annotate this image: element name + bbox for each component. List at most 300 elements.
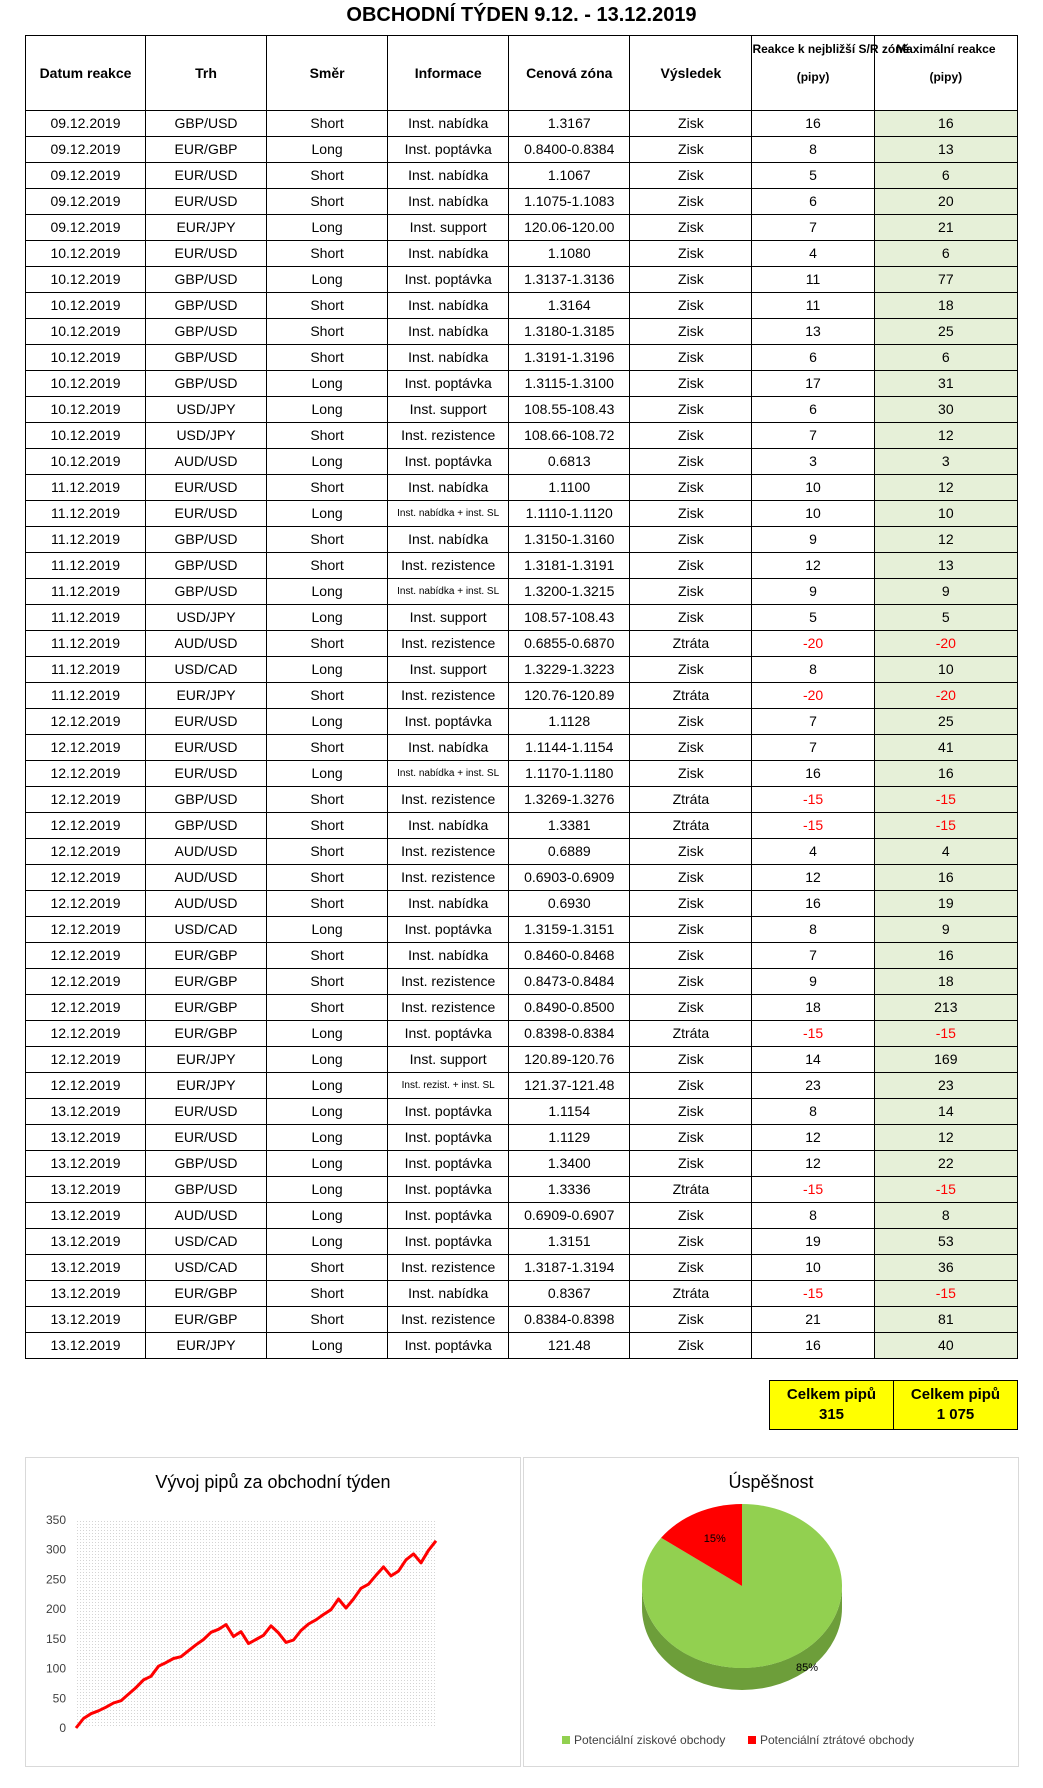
max-reaction-cell: 81 (874, 1307, 1017, 1333)
zone-cell: 0.6855-0.6870 (509, 631, 630, 657)
date-cell: 12.12.2019 (26, 917, 146, 943)
info-cell: Inst. nabídka (388, 943, 509, 969)
result-cell: Ztráta (630, 1021, 752, 1047)
table-row (26, 1073, 1018, 1099)
zone-cell: 108.66-108.72 (509, 423, 630, 449)
direction-cell: Short (267, 345, 388, 371)
summary-value: 1 075 (936, 1406, 975, 1423)
direction-cell: Short (267, 475, 388, 501)
direction-cell: Short (267, 813, 388, 839)
max-reaction-cell: -15 (874, 1177, 1017, 1203)
result-cell: Zisk (630, 501, 752, 527)
line-chart-panel (25, 1457, 521, 1767)
reaction-cell: -15 (752, 1021, 874, 1047)
pair-cell: GBP/USD (145, 111, 266, 137)
table-row (26, 1125, 1018, 1151)
info-cell: Inst. support (388, 605, 509, 631)
max-reaction-cell: -15 (874, 1281, 1017, 1307)
reaction-cell: 3 (752, 449, 874, 475)
result-cell: Zisk (630, 1073, 752, 1099)
date-cell: 10.12.2019 (26, 267, 146, 293)
direction-cell: Short (267, 891, 388, 917)
pair-cell: EUR/JPY (145, 1047, 266, 1073)
result-cell: Zisk (630, 865, 752, 891)
reaction-cell: 16 (752, 1333, 874, 1359)
info-cell: Inst. poptávka (388, 1099, 509, 1125)
table-row (26, 371, 1018, 397)
date-cell: 13.12.2019 (26, 1203, 146, 1229)
max-reaction-cell: 77 (874, 267, 1017, 293)
pair-cell: AUD/USD (145, 1203, 266, 1229)
pair-cell: EUR/GBP (145, 1281, 266, 1307)
date-cell: 12.12.2019 (26, 839, 146, 865)
pair-cell: EUR/JPY (145, 215, 266, 241)
result-cell: Ztráta (630, 1281, 752, 1307)
direction-cell: Long (267, 449, 388, 475)
zone-cell: 1.3200-1.3215 (509, 579, 630, 605)
header-smer: Směr (267, 36, 388, 111)
max-reaction-cell: 25 (874, 319, 1017, 345)
pair-cell: USD/JPY (145, 397, 266, 423)
table-row (26, 683, 1018, 709)
max-reaction-cell: 40 (874, 1333, 1017, 1359)
date-cell: 12.12.2019 (26, 761, 146, 787)
result-cell: Zisk (630, 553, 752, 579)
zone-cell: 0.8460-0.8468 (509, 943, 630, 969)
table-row (26, 1281, 1018, 1307)
date-cell: 13.12.2019 (26, 1307, 146, 1333)
max-reaction-cell: 21 (874, 215, 1017, 241)
reaction-cell: 11 (752, 293, 874, 319)
direction-cell: Short (267, 111, 388, 137)
result-cell: Zisk (630, 995, 752, 1021)
reaction-cell: 14 (752, 1047, 874, 1073)
info-cell: Inst. rezistence (388, 865, 509, 891)
reaction-cell: 16 (752, 761, 874, 787)
direction-cell: Long (267, 501, 388, 527)
zone-cell: 1.3167 (509, 111, 630, 137)
date-cell: 13.12.2019 (26, 1281, 146, 1307)
table-row (26, 1151, 1018, 1177)
info-cell: Inst. poptávka (388, 1177, 509, 1203)
zone-cell: 0.6909-0.6907 (509, 1203, 630, 1229)
info-cell: Inst. poptávka (388, 1021, 509, 1047)
table-row (26, 553, 1018, 579)
zone-cell: 1.3269-1.3276 (509, 787, 630, 813)
reaction-cell: 23 (752, 1073, 874, 1099)
max-reaction-cell: 6 (874, 241, 1017, 267)
date-cell: 13.12.2019 (26, 1177, 146, 1203)
pie-chart-title: Úspěšnost (728, 1472, 814, 1492)
reaction-cell: -20 (752, 683, 874, 709)
zone-cell: 0.6889 (509, 839, 630, 865)
date-cell: 12.12.2019 (26, 865, 146, 891)
max-reaction-cell: 53 (874, 1229, 1017, 1255)
max-reaction-cell: 14 (874, 1099, 1017, 1125)
date-cell: 13.12.2019 (26, 1125, 146, 1151)
zone-cell: 1.3180-1.3185 (509, 319, 630, 345)
pair-cell: GBP/USD (145, 813, 266, 839)
reaction-cell: 8 (752, 917, 874, 943)
pair-cell: EUR/GBP (145, 995, 266, 1021)
result-cell: Zisk (630, 423, 752, 449)
table-row (26, 137, 1018, 163)
pair-cell: EUR/USD (145, 501, 266, 527)
y-tick-label: 150 (45, 1631, 66, 1646)
pair-cell: USD/JPY (145, 423, 266, 449)
table-row (26, 579, 1018, 605)
result-cell: Zisk (630, 1151, 752, 1177)
zone-cell: 0.6930 (509, 891, 630, 917)
info-cell: Inst. nabídka (388, 735, 509, 761)
table-row (26, 163, 1018, 189)
header-vysledek: Výsledek (630, 36, 752, 111)
date-cell: 13.12.2019 (26, 1333, 146, 1359)
reaction-cell: 5 (752, 163, 874, 189)
table-row (26, 787, 1018, 813)
pie-data-label: 85% (795, 1662, 819, 1675)
pair-cell: USD/CAD (145, 657, 266, 683)
header-max-reakce-unit: (pipy) (929, 70, 963, 84)
pair-cell: EUR/GBP (145, 943, 266, 969)
info-cell: Inst. nabídka (388, 475, 509, 501)
max-reaction-cell: -20 (874, 683, 1017, 709)
info-cell: Inst. rezistence (388, 969, 509, 995)
pair-cell: USD/CAD (145, 1255, 266, 1281)
zone-cell: 1.1129 (509, 1125, 630, 1151)
header-cenova-zona: Cenová zóna (509, 36, 630, 111)
direction-cell: Long (267, 1229, 388, 1255)
info-cell: Inst. nabídka (388, 189, 509, 215)
info-cell: Inst. rezistence (388, 683, 509, 709)
pair-cell: EUR/GBP (145, 1307, 266, 1333)
direction-cell: Short (267, 735, 388, 761)
reaction-cell: 7 (752, 709, 874, 735)
table-row (26, 761, 1018, 787)
date-cell: 12.12.2019 (26, 969, 146, 995)
summary-cell-reakce (770, 1381, 894, 1430)
pair-cell: EUR/USD (145, 475, 266, 501)
result-cell: Zisk (630, 1255, 752, 1281)
date-cell: 12.12.2019 (26, 813, 146, 839)
table-row (26, 449, 1018, 475)
result-cell: Zisk (630, 189, 752, 215)
info-cell: Inst. nabídka (388, 527, 509, 553)
info-cell: Inst. poptávka (388, 1229, 509, 1255)
reaction-cell: -15 (752, 1281, 874, 1307)
reaction-cell: -15 (752, 813, 874, 839)
reaction-cell: 18 (752, 995, 874, 1021)
pair-cell: EUR/GBP (145, 1021, 266, 1047)
result-cell: Zisk (630, 267, 752, 293)
pair-cell: AUD/USD (145, 865, 266, 891)
pie-chart (524, 1458, 1018, 1766)
max-reaction-cell: 23 (874, 1073, 1017, 1099)
max-reaction-cell: 16 (874, 865, 1017, 891)
reaction-cell: 19 (752, 1229, 874, 1255)
result-cell: Zisk (630, 111, 752, 137)
result-cell: Zisk (630, 293, 752, 319)
zone-cell: 120.06-120.00 (509, 215, 630, 241)
direction-cell: Long (267, 605, 388, 631)
reaction-cell: 7 (752, 215, 874, 241)
info-cell: Inst. nabídka + inst. SL (388, 579, 509, 605)
reaction-cell: -20 (752, 631, 874, 657)
reaction-cell: 6 (752, 189, 874, 215)
date-cell: 10.12.2019 (26, 449, 146, 475)
result-cell: Zisk (630, 1125, 752, 1151)
y-tick-label: 200 (45, 1602, 66, 1617)
table-row (26, 241, 1018, 267)
trades-table (25, 35, 1018, 1359)
header-reakce-label: Reakce k nejbližší S/R zóně (752, 42, 910, 56)
result-cell: Zisk (630, 475, 752, 501)
info-cell: Inst. poptávka (388, 267, 509, 293)
direction-cell: Long (267, 267, 388, 293)
result-cell: Zisk (630, 345, 752, 371)
direction-cell: Long (267, 397, 388, 423)
pair-cell: GBP/USD (145, 345, 266, 371)
reaction-cell: 9 (752, 527, 874, 553)
max-reaction-cell: 20 (874, 189, 1017, 215)
table-row (26, 917, 1018, 943)
date-cell: 10.12.2019 (26, 319, 146, 345)
result-cell: Zisk (630, 761, 752, 787)
info-cell: Inst. rezistence (388, 1307, 509, 1333)
direction-cell: Long (267, 1177, 388, 1203)
info-cell: Inst. nabídka (388, 345, 509, 371)
table-row (26, 527, 1018, 553)
pair-cell: GBP/USD (145, 527, 266, 553)
result-cell: Zisk (630, 241, 752, 267)
zone-cell: 120.89-120.76 (509, 1047, 630, 1073)
table-row (26, 1333, 1018, 1359)
date-cell: 12.12.2019 (26, 735, 146, 761)
pair-cell: EUR/USD (145, 735, 266, 761)
pair-cell: GBP/USD (145, 267, 266, 293)
result-cell: Zisk (630, 1307, 752, 1333)
zone-cell: 108.55-108.43 (509, 397, 630, 423)
info-cell: Inst. nabídka (388, 293, 509, 319)
date-cell: 10.12.2019 (26, 423, 146, 449)
table-row (26, 1229, 1018, 1255)
reaction-cell: 6 (752, 397, 874, 423)
result-cell: Zisk (630, 397, 752, 423)
date-cell: 09.12.2019 (26, 163, 146, 189)
result-cell: Zisk (630, 943, 752, 969)
result-cell: Zisk (630, 839, 752, 865)
y-tick-label: 300 (45, 1542, 66, 1557)
zone-cell: 1.3159-1.3151 (509, 917, 630, 943)
direction-cell: Short (267, 1281, 388, 1307)
table-row (26, 657, 1018, 683)
info-cell: Inst. nabídka (388, 163, 509, 189)
max-reaction-cell: 13 (874, 137, 1017, 163)
table-row (26, 267, 1018, 293)
direction-cell: Short (267, 553, 388, 579)
result-cell: Zisk (630, 1333, 752, 1359)
zone-cell: 1.1128 (509, 709, 630, 735)
zone-cell: 1.3115-1.3100 (509, 371, 630, 397)
pair-cell: AUD/USD (145, 631, 266, 657)
reaction-cell: 4 (752, 241, 874, 267)
max-reaction-cell: 16 (874, 943, 1017, 969)
reaction-cell: 10 (752, 1255, 874, 1281)
table-row (26, 423, 1018, 449)
y-tick-label: 100 (45, 1661, 66, 1676)
info-cell: Inst. support (388, 215, 509, 241)
result-cell: Ztráta (630, 631, 752, 657)
pair-cell: GBP/USD (145, 553, 266, 579)
max-reaction-cell: 16 (874, 111, 1017, 137)
zone-cell: 0.8400-0.8384 (509, 137, 630, 163)
date-cell: 10.12.2019 (26, 397, 146, 423)
legend-label: Potenciální ziskové obchody (574, 1733, 726, 1747)
reaction-cell: 12 (752, 865, 874, 891)
summary-label: Celkem pipů (910, 1386, 1001, 1403)
info-cell: Inst. nabídka + inst. SL (388, 761, 509, 787)
date-cell: 12.12.2019 (26, 1047, 146, 1073)
table-row (26, 1255, 1018, 1281)
direction-cell: Long (267, 1099, 388, 1125)
result-cell: Zisk (630, 215, 752, 241)
zone-cell: 0.8490-0.8500 (509, 995, 630, 1021)
max-reaction-cell: 8 (874, 1203, 1017, 1229)
header-reakce-unit: (pipy) (796, 70, 830, 84)
date-cell: 10.12.2019 (26, 345, 146, 371)
header-trh: Trh (145, 36, 266, 111)
info-cell: Inst. poptávka (388, 917, 509, 943)
pair-cell: AUD/USD (145, 891, 266, 917)
direction-cell: Short (267, 995, 388, 1021)
table-row (26, 397, 1018, 423)
reaction-cell: 10 (752, 501, 874, 527)
pair-cell: GBP/USD (145, 579, 266, 605)
direction-cell: Short (267, 787, 388, 813)
direction-cell: Long (267, 215, 388, 241)
result-cell: Zisk (630, 319, 752, 345)
pair-cell: GBP/USD (145, 371, 266, 397)
direction-cell: Long (267, 1125, 388, 1151)
pair-cell: AUD/USD (145, 839, 266, 865)
direction-cell: Short (267, 163, 388, 189)
reaction-cell: 12 (752, 1151, 874, 1177)
table-body (26, 111, 1018, 1359)
table-row (26, 1177, 1018, 1203)
max-reaction-cell: 12 (874, 527, 1017, 553)
date-cell: 11.12.2019 (26, 631, 146, 657)
max-reaction-cell: 13 (874, 553, 1017, 579)
max-reaction-cell: 36 (874, 1255, 1017, 1281)
table-row (26, 1099, 1018, 1125)
max-reaction-cell: -15 (874, 813, 1017, 839)
legend-swatch (562, 1736, 570, 1744)
info-cell: Inst. poptávka (388, 449, 509, 475)
header-max-reakce (874, 36, 1017, 111)
date-cell: 12.12.2019 (26, 1021, 146, 1047)
plot-area (76, 1520, 436, 1728)
max-reaction-cell: 16 (874, 761, 1017, 787)
zone-cell: 1.3381 (509, 813, 630, 839)
direction-cell: Short (267, 865, 388, 891)
date-cell: 09.12.2019 (26, 189, 146, 215)
max-reaction-cell: 30 (874, 397, 1017, 423)
y-tick-label: 250 (45, 1572, 66, 1587)
zone-cell: 0.8384-0.8398 (509, 1307, 630, 1333)
info-cell: Inst. rezistence (388, 1255, 509, 1281)
max-reaction-cell: -20 (874, 631, 1017, 657)
result-cell: Zisk (630, 1229, 752, 1255)
pair-cell: USD/CAD (145, 1229, 266, 1255)
info-cell: Inst. poptávka (388, 137, 509, 163)
header-informace: Informace (388, 36, 509, 111)
max-reaction-cell: 3 (874, 449, 1017, 475)
max-reaction-cell: 22 (874, 1151, 1017, 1177)
direction-cell: Long (267, 1021, 388, 1047)
pair-cell: EUR/USD (145, 761, 266, 787)
direction-cell: Long (267, 917, 388, 943)
result-cell: Zisk (630, 969, 752, 995)
legend-swatch (748, 1736, 756, 1744)
zone-cell: 1.3151 (509, 1229, 630, 1255)
max-reaction-cell: 169 (874, 1047, 1017, 1073)
pair-cell: GBP/USD (145, 319, 266, 345)
table-row (26, 475, 1018, 501)
info-cell: Inst. support (388, 397, 509, 423)
y-tick-label: 50 (52, 1691, 66, 1706)
direction-cell: Short (267, 423, 388, 449)
date-cell: 13.12.2019 (26, 1151, 146, 1177)
result-cell: Ztráta (630, 813, 752, 839)
table-row (26, 1203, 1018, 1229)
result-cell: Zisk (630, 735, 752, 761)
direction-cell: Short (267, 189, 388, 215)
reaction-cell: 9 (752, 579, 874, 605)
direction-cell: Short (267, 527, 388, 553)
zone-cell: 1.3181-1.3191 (509, 553, 630, 579)
pair-cell: EUR/GBP (145, 137, 266, 163)
result-cell: Zisk (630, 657, 752, 683)
max-reaction-cell: 25 (874, 709, 1017, 735)
table-row (26, 969, 1018, 995)
table-row (26, 293, 1018, 319)
pair-cell: EUR/USD (145, 163, 266, 189)
max-reaction-cell: 12 (874, 423, 1017, 449)
zone-cell: 1.3137-1.3136 (509, 267, 630, 293)
table-row (26, 709, 1018, 735)
table-row (26, 735, 1018, 761)
pair-cell: GBP/USD (145, 1177, 266, 1203)
zone-cell: 1.1154 (509, 1099, 630, 1125)
max-reaction-cell: 5 (874, 605, 1017, 631)
pair-cell: AUD/USD (145, 449, 266, 475)
table-row (26, 111, 1018, 137)
zone-cell: 120.76-120.89 (509, 683, 630, 709)
result-cell: Zisk (630, 137, 752, 163)
reaction-cell: 10 (752, 475, 874, 501)
zone-cell: 1.3400 (509, 1151, 630, 1177)
reaction-cell: 17 (752, 371, 874, 397)
info-cell: Inst. nabídka + inst. SL (388, 501, 509, 527)
info-cell: Inst. rezist. + inst. SL (388, 1073, 509, 1099)
table-row (26, 319, 1018, 345)
date-cell: 11.12.2019 (26, 683, 146, 709)
info-cell: Inst. poptávka (388, 1333, 509, 1359)
date-cell: 12.12.2019 (26, 1073, 146, 1099)
result-cell: Zisk (630, 371, 752, 397)
date-cell: 12.12.2019 (26, 709, 146, 735)
pair-cell: GBP/USD (145, 1151, 266, 1177)
